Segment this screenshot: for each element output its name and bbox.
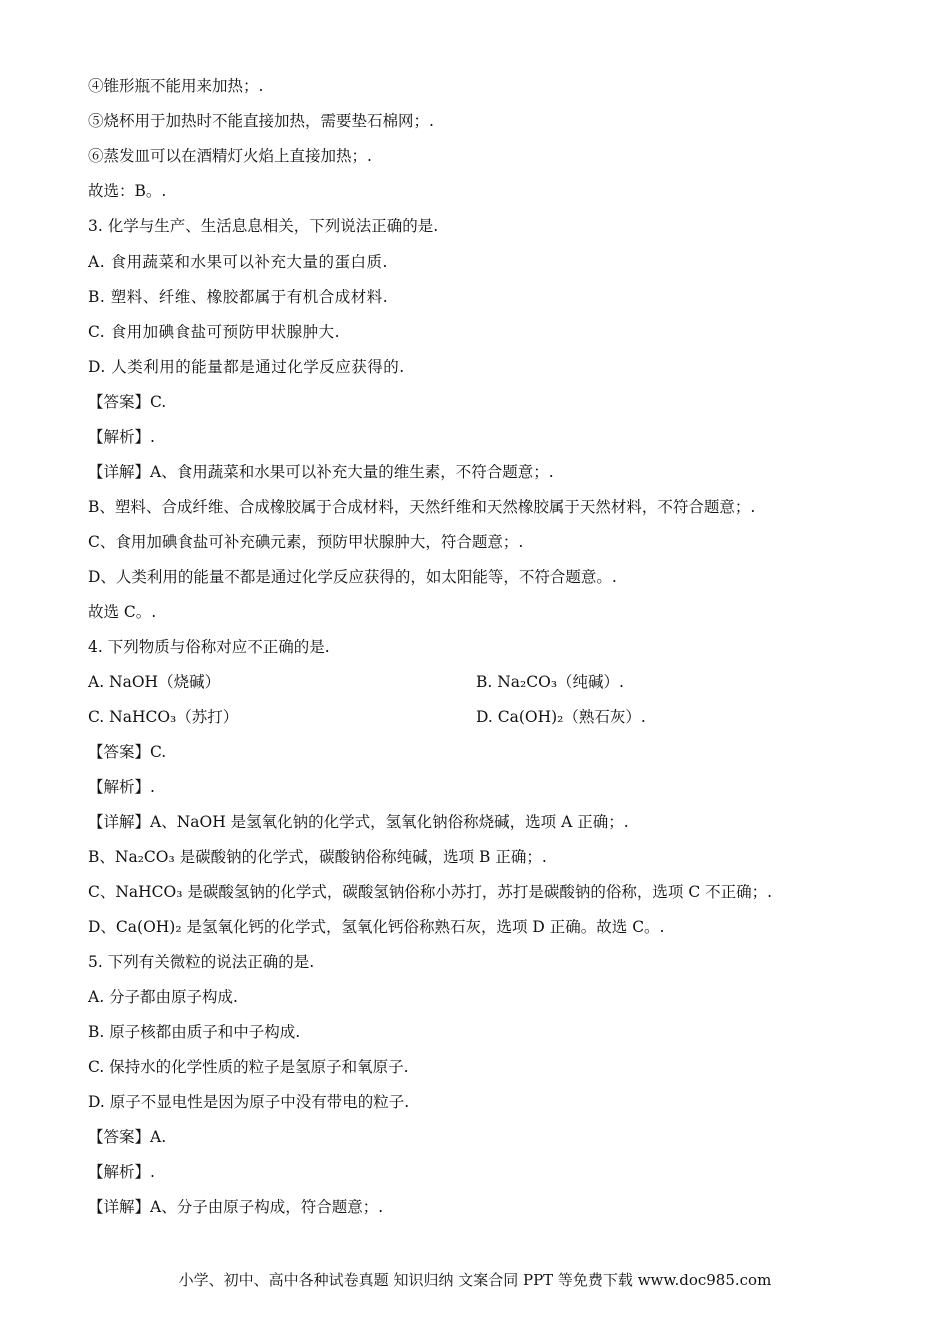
explanation-line: B、塑料、合成纤维、合成橡胶属于合成材料，天然纤维和天然橡胶属于天然材料，不符合题意；. bbox=[88, 498, 756, 516]
explanation-line: B、Na₂CO₃ 是碳酸钠的化学式，碳酸钠俗称纯碱，选项 B 正确；. bbox=[88, 848, 547, 866]
question-3-option-b: B. 塑料、纤维、橡胶都属于有机合成材料. bbox=[88, 288, 389, 306]
explanation-line: 【详解】A、分子由原子构成，符合题意；. bbox=[88, 1198, 384, 1216]
explanation-line: C、NaHCO₃ 是碳酸氢钠的化学式，碳酸氢钠俗称小苏打，苏打是碳酸钠的俗称，选项 C 不正确；. bbox=[88, 883, 773, 901]
analysis-label: 【解析】. bbox=[88, 428, 155, 446]
answer-label: 【答案】C. bbox=[88, 393, 167, 411]
answer-label: 【答案】C. bbox=[88, 743, 167, 761]
question-5-stem: 5. 下列有关微粒的说法正确的是. bbox=[88, 953, 315, 971]
question-3-option-a: A. 食用蔬菜和水果可以补充大量的蛋白质. bbox=[88, 253, 388, 271]
question-3-stem: 3. 化学与生产、生活息息相关，下列说法正确的是. bbox=[88, 217, 439, 235]
question-5-option-c: C. 保持水的化学性质的粒子是氢原子和氧原子. bbox=[88, 1058, 409, 1076]
question-5-option-b: B. 原子核都由质子和中子构成. bbox=[88, 1023, 301, 1041]
text-line: ⑤烧杯用于加热时不能直接加热，需要垫石棉网；. bbox=[88, 112, 434, 130]
question-4-option-b: B. Na₂CO₃（纯碱）. bbox=[476, 673, 624, 691]
question-3-option-c: C. 食用加碘食盐可预防甲状腺肿大. bbox=[88, 323, 341, 341]
question-3-option-d: D. 人类利用的能量都是通过化学反应获得的. bbox=[88, 358, 405, 376]
explanation-line: 【详解】A、食用蔬菜和水果可以补充大量的维生素，不符合题意；. bbox=[88, 463, 554, 481]
explanation-line: D、人类利用的能量不都是通过化学反应获得的，如太阳能等，不符合题意。. bbox=[88, 568, 617, 586]
question-4-option-c: C. NaHCO₃（苏打） bbox=[88, 708, 239, 726]
text-line: 故选：B。. bbox=[88, 182, 167, 200]
question-5-option-a: A. 分子都由原子构成. bbox=[88, 988, 238, 1006]
answer-label: 【答案】A. bbox=[88, 1128, 167, 1146]
text-line: ④锥形瓶不能用来加热；. bbox=[88, 77, 264, 95]
explanation-line: 【详解】A、NaOH 是氢氧化钠的化学式，氢氧化钠俗称烧碱，选项 A 正确；. bbox=[88, 813, 629, 831]
question-4-stem: 4. 下列物质与俗称对应不正确的是. bbox=[88, 638, 330, 656]
question-5-option-d: D. 原子不显电性是因为原子中没有带电的粒子. bbox=[88, 1093, 410, 1111]
text-line: ⑥蒸发皿可以在酒精灯火焰上直接加热；. bbox=[88, 147, 372, 165]
explanation-line: D、Ca(OH)₂ 是氢氧化钙的化学式，氢氧化钙俗称熟石灰，选项 D 正确。故选 C。. bbox=[88, 918, 665, 936]
analysis-label: 【解析】. bbox=[88, 1163, 155, 1181]
page-footer: 小学、初中、高中各种试卷真题 知识归纳 文案合同 PPT 等免费下载 www.doc985.com bbox=[178, 1271, 772, 1289]
question-4-option-a: A. NaOH（烧碱） bbox=[88, 673, 221, 691]
analysis-label: 【解析】. bbox=[88, 778, 155, 796]
question-4-option-d: D. Ca(OH)₂（熟石灰）. bbox=[476, 708, 646, 726]
explanation-line: C、食用加碘食盐可补充碘元素，预防甲状腺肿大，符合题意；. bbox=[88, 533, 524, 551]
conclusion-line: 故选 C。. bbox=[88, 603, 157, 621]
